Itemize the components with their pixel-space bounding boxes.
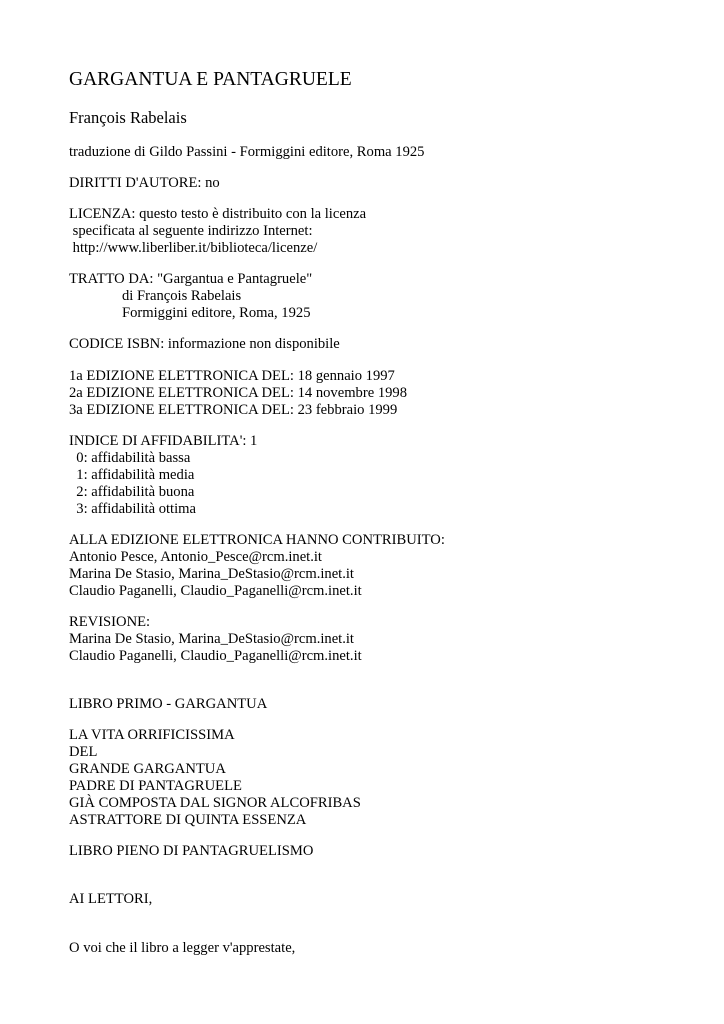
document-title: GARGANTUA E PANTAGRUELE [69, 69, 352, 90]
reliability-item: 2: affidabilità buona [69, 484, 195, 500]
book-title-line: PADRE DI PANTAGRUELE [69, 778, 242, 794]
contributor-line: Antonio Pesce, Antonio_Pesce@rcm.inet.it [69, 549, 322, 565]
document-author: François Rabelais [69, 108, 187, 127]
book-title-line: LA VITA ORRIFICISSIMA [69, 727, 235, 743]
book-title-line: ASTRATTORE DI QUINTA ESSENZA [69, 812, 307, 828]
rights-line: DIRITTI D'AUTORE: no [69, 175, 220, 191]
edition-line: 3a EDIZIONE ELETTRONICA DEL: 23 febbraio 1999 [69, 402, 398, 418]
revision-heading: REVISIONE: [69, 614, 151, 630]
edition-line: 2a EDIZIONE ELETTRONICA DEL: 14 novembre 1998 [69, 385, 408, 401]
reliability-heading: INDICE DI AFFIDABILITA': 1 [69, 433, 258, 449]
license-line: LICENZA: questo testo è distribuito con la licenza [69, 206, 367, 222]
revision-line: Marina De Stasio, Marina_DeStasio@rcm.inet.it [69, 631, 354, 647]
contributor-line: Claudio Paganelli, Claudio_Paganelli@rcm.inet.it [69, 583, 362, 599]
verse-line: O voi che il libro a legger v'apprestate, [69, 940, 296, 956]
source-author: di François Rabelais [122, 288, 242, 304]
isbn-line: CODICE ISBN: informazione non disponibile [69, 336, 340, 352]
to-readers-heading: AI LETTORI, [69, 891, 153, 907]
edition-line: 1a EDIZIONE ELETTRONICA DEL: 18 gennaio 1997 [69, 368, 395, 384]
book-subtitle: LIBRO PIENO DI PANTAGRUELISMO [69, 843, 314, 859]
source-line: TRATTO DA: "Gargantua e Pantagruele" [69, 271, 313, 287]
book-title-line: GRANDE GARGANTUA [69, 761, 226, 777]
source-publisher: Formiggini editore, Roma, 1925 [122, 305, 311, 321]
book-title-line: GIÀ COMPOSTA DAL SIGNOR ALCOFRIBAS [69, 795, 361, 811]
contributors-heading: ALLA EDIZIONE ELETTRONICA HANNO CONTRIBUITO: [69, 532, 445, 548]
license-line: specificata al seguente indirizzo Internet: [69, 223, 313, 239]
reliability-item: 3: affidabilità ottima [69, 501, 196, 517]
license-url[interactable]: http://www.liberliber.it/biblioteca/licenze/ [69, 240, 318, 256]
reliability-item: 0: affidabilità bassa [69, 450, 191, 466]
revision-line: Claudio Paganelli, Claudio_Paganelli@rcm.inet.it [69, 648, 362, 664]
translation-note: traduzione di Gildo Passini - Formiggini editore, Roma 1925 [69, 144, 425, 160]
reliability-item: 1: affidabilità media [69, 467, 195, 483]
book-title-line: DEL [69, 744, 98, 760]
book-heading: LIBRO PRIMO - GARGANTUA [69, 696, 268, 712]
contributor-line: Marina De Stasio, Marina_DeStasio@rcm.inet.it [69, 566, 354, 582]
